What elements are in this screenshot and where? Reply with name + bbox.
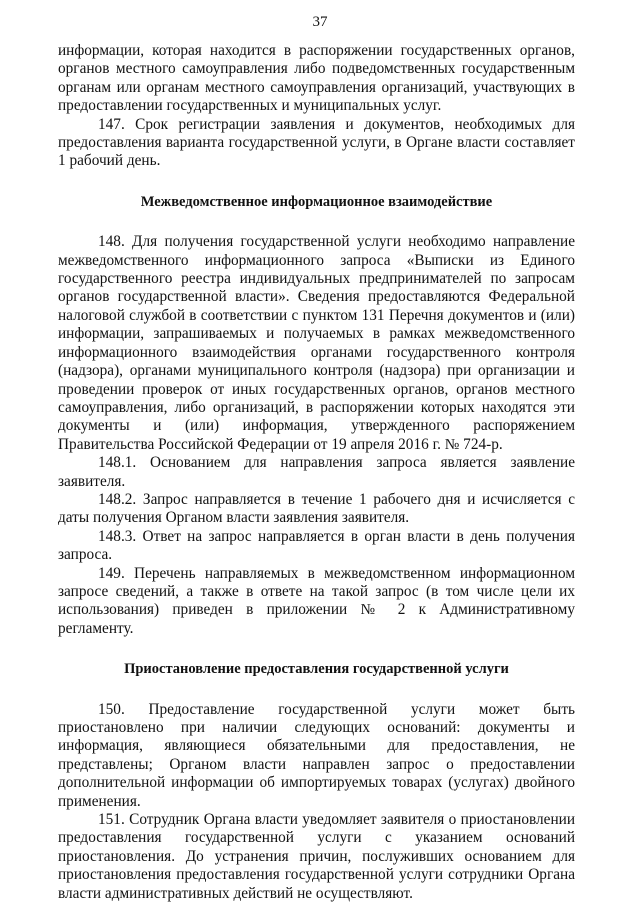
paragraph-148: 148. Для получения государственной услуги необходимо направление межведомственного информационного запроса «Выписки из Единого государственного реестра индивидуальных предпринимателей по запросам органов государственной власти». Сведения предоставляются Федеральной налоговой службой в соответствии с пунктом 131 Перечня документов и (или) информации, запрашиваемых и получаемых в рамках межведомственного информационного взаимодействия органами государственного контроля (надзора), органами муниципального контроля (надзора) при организации и проведении проверок от иных государственных органов, органов местного самоуправления, либо организаций, в распоряжении которых находятся эти документы и (или) информация, утвержденного распоряжением Правительства Российской Федерации от 19 апреля 2016 г. № 724-р.: [58, 233, 575, 453]
section-heading-suspension: Приостановление предоставления государственной услуги: [124, 661, 509, 678]
paragraph-147: 147. Срок регистрации заявления и документов, необходимых для предоставления варианта государственной услуги, в Органе власти составляет 1 рабочий день.: [58, 115, 575, 170]
section-heading-interagency: Межведомственное информационное взаимодействие: [140, 193, 493, 210]
page-number: 37: [312, 14, 328, 30]
paragraph-148-2: 148.2. Запрос направляется в течение 1 рабочего дня и исчисляется с даты получения Органом власти заявления заявителя.: [58, 490, 575, 527]
paragraph-149: 149. Перечень направляемых в межведомственном информационном запросе сведений, а также в ответе на такой запрос (в том числе цели их использования) приведен в приложении № 2 к Административному регламенту.: [58, 564, 575, 637]
paragraph-150: 150. Предоставление государственной услуги может быть приостановлено при наличии следующих оснований: документы и информация, являющиеся обязательными для предоставления, не представлены; Органом власти направлен запрос о предоставлении дополнительной информации об импортируемых товарах (услугах) двойного применения.: [58, 700, 575, 810]
paragraph-continuation: информации, которая находится в распоряжении государственных органов, органов местного самоуправления либо подведомственных государственным органам или органам местного самоуправления организаций, участвующих в предоставлении государственных и муниципальных услуг.: [58, 42, 575, 115]
paragraph-148-3: 148.3. Ответ на запрос направляется в орган власти в день получения запроса.: [58, 527, 575, 564]
paragraph-151: 151. Сотрудник Органа власти уведомляет заявителя о приостановлении предоставления государственной услуги с указанием оснований приостановления. До устранения причин, послуживших основанием для приостановления предоставления государственной услуги сотрудники Органа власти административных действий не осуществляют.: [58, 811, 575, 902]
document-body: [58, 42, 575, 903]
paragraph-148-1: 148.1. Основанием для направления запроса является заявление заявителя.: [58, 454, 575, 490]
